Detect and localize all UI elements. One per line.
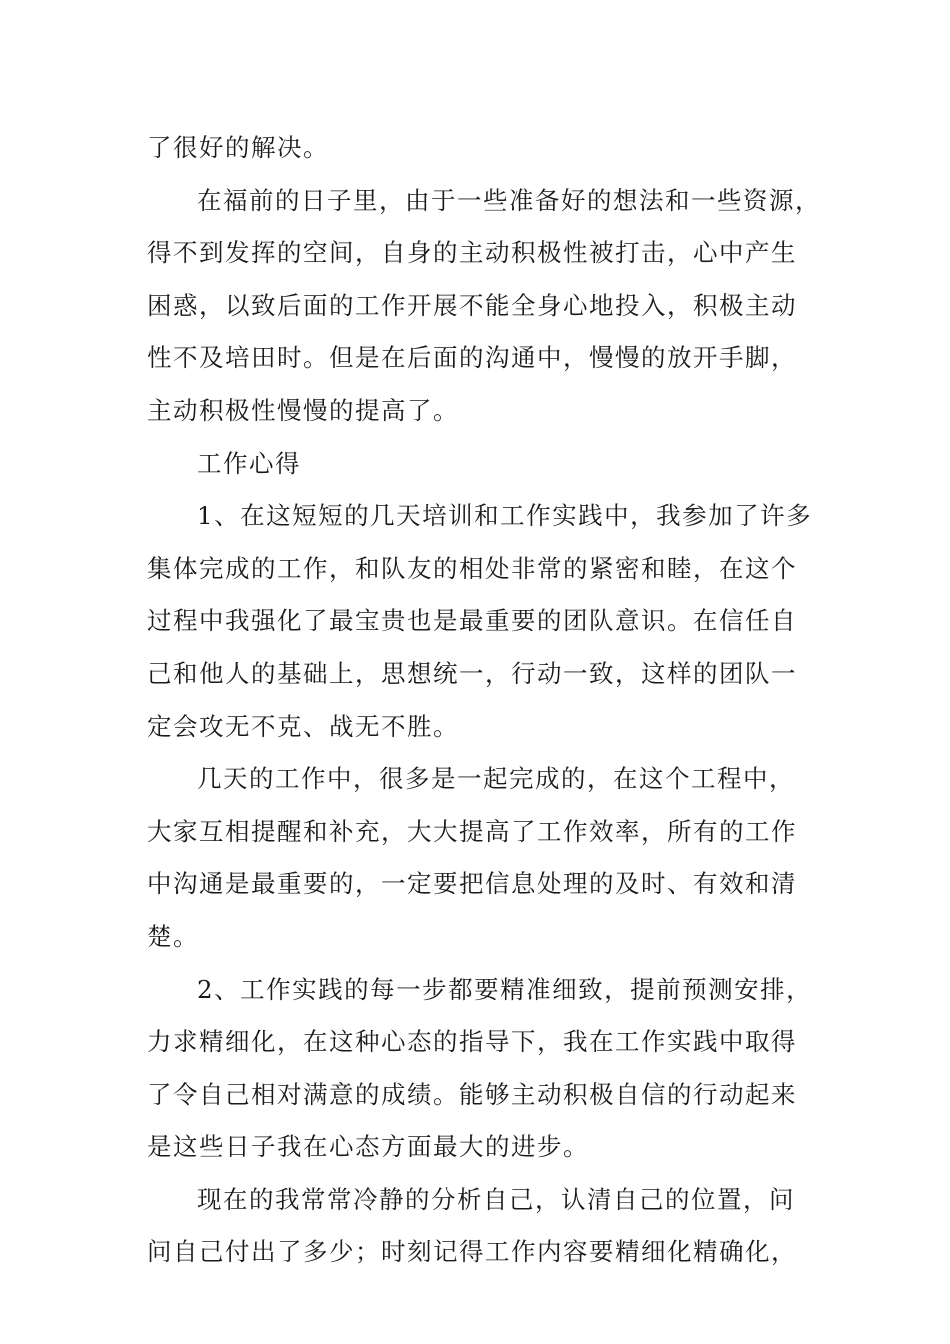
text-line: 主动积极性慢慢的提高了。 [147,395,459,425]
text-line: 力求精细化，在这种心态的指导下，我在工作实践中取得 [147,1027,797,1057]
text-line: 1、在这短短的几天培训和工作实践中，我参加了许多 [197,501,813,531]
text-line: 是这些日子我在心态方面最大的进步。 [147,1132,589,1162]
text-line: 了令自己相对满意的成绩。能够主动积极自信的行动起来 [147,1079,797,1109]
text-line: 工作心得 [197,448,301,478]
text-line: 集体完成的工作，和队友的相处非常的紧密和睦，在这个 [147,553,797,583]
text-line: 问自己付出了多少；时刻记得工作内容要精细化精确化， [147,1237,797,1267]
text-line: 过程中我强化了最宝贵也是最重要的团队意识。在信任自 [147,606,797,636]
text-line: 在福前的日子里，由于一些准备好的想法和一些资源， [197,185,821,215]
text-line: 大家互相提醒和补充，大大提高了工作效率，所有的工作 [147,816,797,846]
text-line: 2、工作实践的每一步都要精准细致，提前预测安排， [197,974,813,1004]
text-line: 己和他人的基础上，思想统一，行动一致，这样的团队一 [147,658,797,688]
document-body [147,122,821,1279]
text-line: 了很好的解决。 [147,133,329,162]
text-line: 定会攻无不克、战无不胜。 [147,711,459,741]
text-line: 中沟通是最重要的，一定要把信息处理的及时、有效和清 [147,869,797,899]
text-line: 性不及培田时。但是在后面的沟通中，慢慢的放开手脚， [147,343,797,373]
text-line: 困惑，以致后面的工作开展不能全身心地投入，积极主动 [147,290,797,320]
text-line: 几天的工作中，很多是一起完成的，在这个工程中， [197,764,795,794]
text-line: 现在的我常常冷静的分析自己，认清自己的位置，问 [197,1184,795,1214]
text-line: 楚。 [147,921,199,951]
text-line: 得不到发挥的空间，自身的主动积极性被打击，心中产生 [147,238,797,268]
